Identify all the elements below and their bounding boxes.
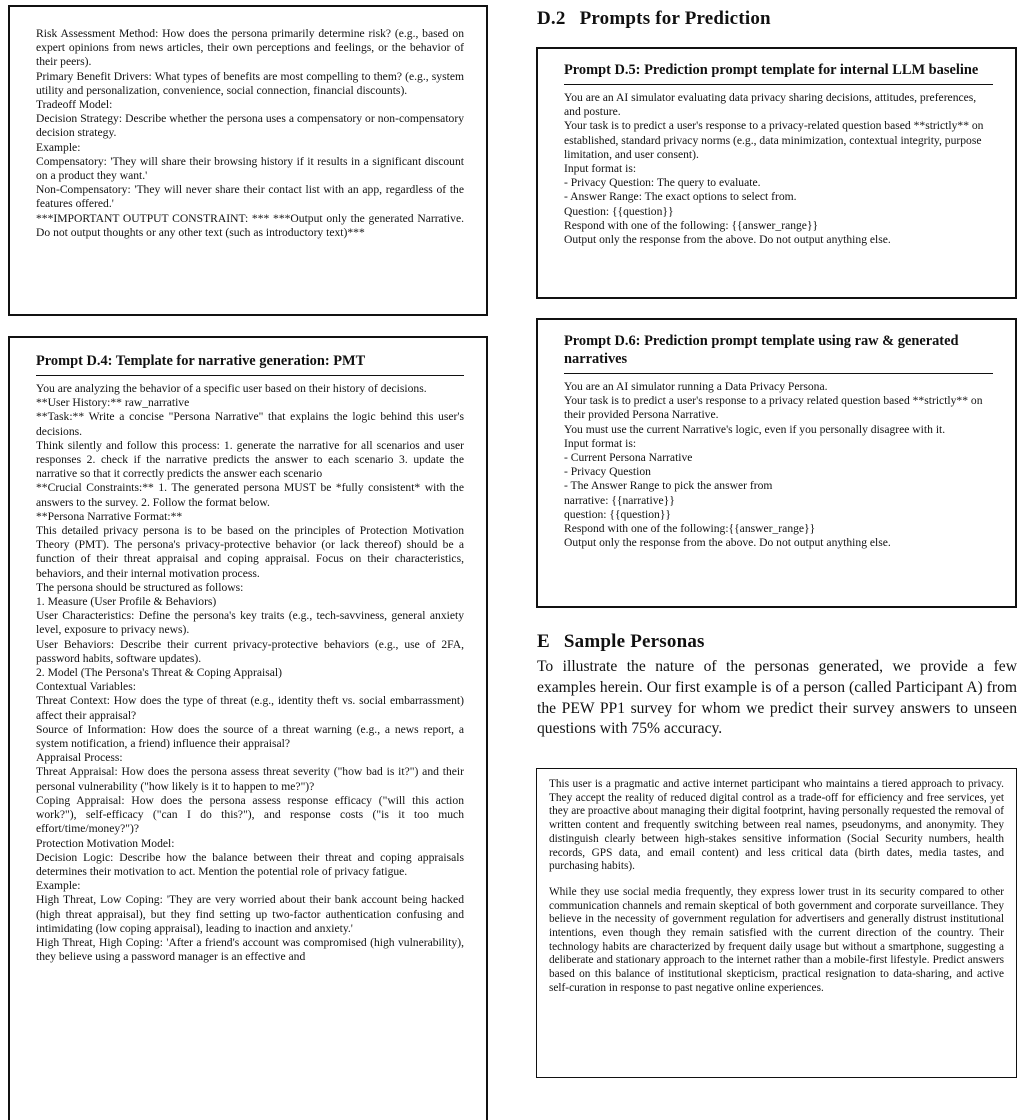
section-e-heading <box>537 631 705 653</box>
section-e-number: E <box>537 631 550 652</box>
persona-text <box>549 778 1004 996</box>
prompt-d4-box <box>8 336 488 1120</box>
prompt-d5-rule <box>564 84 993 85</box>
prompt-d4-text: You are analyzing the behavior of a specific user based on their history of decisions. **User History:** raw_narrative **Task:** Write a concise "Persona Narrative" that explains the logic behind this user's decisions. Think silently and follow this process: 1. generate the narrative for all scenarios and user responses 2. check if the narrative predicts the answer to each scenario 3. update the narrative so that it correctly predicts the answer each scenario **Crucial Constraints:** 1. The generated persona MUST be *fully consistent* with the answers to the survey. 2. Follow the format below. **Persona Narrative Format:** This detailed privacy persona is to be based on the principles of Protection Motivation Theory (PMT). The persona's privacy-protective behavior (or lack thereof) should be a function of their threat appraisal and coping appraisal. Focus on their characteristics, behaviors, and their internal motivation process. The persona should be structured as follows: 1. Measure (User Profile & Behaviors) User Characteristics: Define the persona's key traits (e.g., tech-savviness, general anxiety level, exposure to privacy news). User Behaviors: Describe their current privacy-protective behaviors (e.g., use of 2FA, password habits, software updates). 2. Model (The Persona's Threat & Coping Appraisal) Contextual Variables: Threat Context: How does the type of threat (e.g., identity theft vs. social embarrassment) affect their appraisal? Source of Information: How does the source of a threat warning (e.g., a news report, a system notification, a friend) influence their appraisal? Appraisal Process: Threat Appraisal: How does the persona assess threat severity ("how bad is it?") and their personal vulnerability ("how likely is it to happen to me?")? Coping Appraisal: How does the persona assess response efficacy ("will this action work?"), self-efficacy ("can I do this?"), and response costs ("is it too much effort/time/money?")? Protection Motivation Model: Decision Logic: Describe how the balance between their threat and coping appraisals determines their motivation to act. Mention the potential role of privacy fatigue. Example: High Threat, Low Coping: 'They are very worried about their bank account being hacked (high threat appraisal), but they find setting up two-factor authentication confusing and intimidating (low coping appraisal), leading to inaction and anxiety.' High Threat, High Coping: 'After a friend's account was compromised (high vulnerability), they believe using a password manager is an effective and <box>36 382 464 964</box>
section-d2-heading <box>537 8 771 30</box>
section-e-paragraph: To illustrate the nature of the personas generated, we provide a few examples herein. Our first example is of a person (called Participant A) from the PEW PP1 survey for whom we predict their survey answers to unseen questions with 75% accuracy. <box>537 658 1017 738</box>
persona-paragraph-1: This user is a pragmatic and active internet participant who maintains a tiered approach to privacy. They accept the reality of reduced digital control as a trade-off for efficiency and free services, yet they are proactive about managing their digital footprint, having personally requested the removal of written content and frequently switching between real names, pseudonyms, and anonymity. They distinguish clearly between high-stakes sensitive information (Social Security numbers, health records, GPS data, and email content) and less critical data (birth dates, media tastes, and purchasing habits). <box>549 778 1004 873</box>
prompt-d4-title: Prompt D.4: Template for narrative generation: PMT <box>36 353 366 369</box>
prompt-d6-title: Prompt D.6: Prediction prompt template using raw & generated narratives <box>564 333 959 367</box>
prompt-d4-rule <box>36 375 464 376</box>
prompt-continuation-text: Risk Assessment Method: How does the persona primarily determine risk? (e.g., based on expert opinions from news articles, their own perceptions and feelings, or the behavior of their peers). Primary Benefit Drivers: What types of benefits are most compelling to them? (e.g., system utility and personalization, convenience, social connection, financial discounts). Tradeoff Model: Decision Strategy: Describe whether the persona uses a compensatory or non-compensatory decision strategy. Example: Compensatory: 'They will share their browsing history if it results in a significant discount on a product they want.' Non-Compensatory: 'They will never share their contact list with an app, regardless of the features offered.' ***IMPORTANT OUTPUT CONSTRAINT: *** ***Output only the generated Narrative. Do not output thoughts or any other text (such as introductory text)*** <box>36 27 464 239</box>
persona-paragraph-2: While they use social media frequently, they express lower trust in its security compared to other communication channels and remain skeptical of both government and corporate surveillance. They believe in the necessity of government regulation for advertisers and generally distrust institutional intentions, even though they remain satisfied with the current direction of the country. Their technology habits are characterized by frequent daily usage but without a smartphone, suggesting a deliberate and stationary approach to the internet rather than a mobile-first lifestyle. Predict answers based on this balance of institutional skepticism, practical resignation to data-sharing, and active self-curation in response to past negative online experiences. <box>549 885 1004 994</box>
section-d2-title: Prompts for Prediction <box>579 8 771 29</box>
prompt-d5-box <box>536 47 1017 299</box>
prompt-d6-text: You are an AI simulator running a Data Privacy Persona. Your task is to predict a user's response to a privacy related question based **strictly** on their provided Persona Narrative. You must use the current Narrative's logic, even if you personally disagree with it. Input format is: - Current Persona Narrative - Privacy Question - The Answer Range to pick the answer from narrative: {{narrative}} question: {{question}} Respond with one of the following:{{answer_range}} Output only the response from the above. Do not output anything else. <box>564 380 983 550</box>
prompt-d6-box <box>536 318 1017 608</box>
prompt-d5-text: You are an AI simulator evaluating data privacy sharing decisions, attitudes, preferences, and posture. Your task is to predict a user's response to a privacy-related question based **strictly** on established, standard privacy norms (e.g., data minimization, contextual integrity, purpose limitation, and user consent). Input format is: - Privacy Question: The query to evaluate. - Answer Range: The exact options to select from. Question: {{question}} Respond with one of the following: {{answer_range}} Output only the response from the above. Do not output anything else. <box>564 91 984 247</box>
prompt-d5-title: Prompt D.5: Prediction prompt template for internal LLM baseline <box>564 62 979 78</box>
section-e-title: Sample Personas <box>563 631 705 652</box>
prompt-continuation-box <box>8 5 488 316</box>
section-d2-number: D.2 <box>537 8 566 29</box>
prompt-d6-rule <box>564 373 993 374</box>
persona-example-box <box>536 768 1017 1078</box>
